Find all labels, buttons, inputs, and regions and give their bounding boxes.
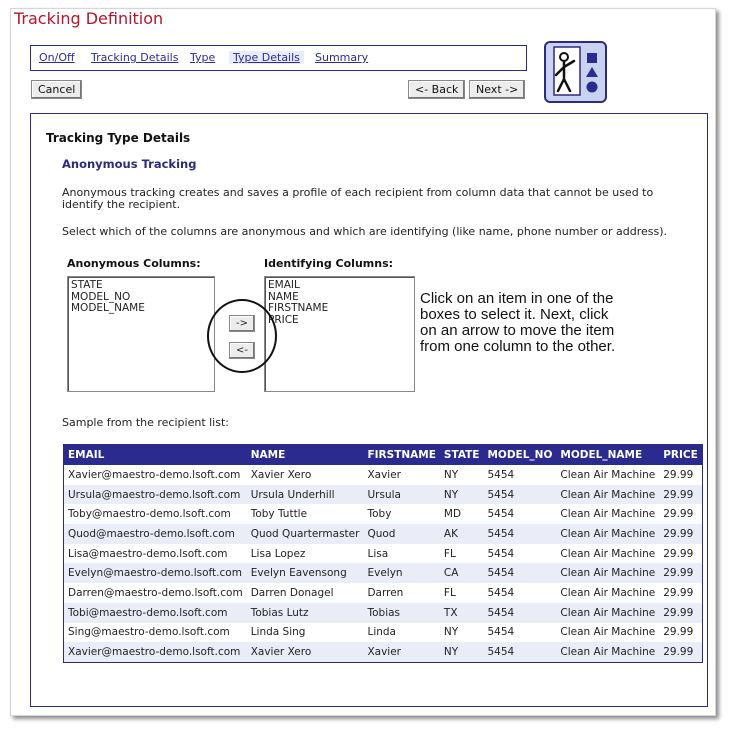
description-text: Anonymous tracking creates and saves a profile of each recipient from column data that cannot be used to identify the recipient. [62, 186, 654, 211]
cell-model-no: 5454 [487, 468, 515, 481]
cell-email: Evelyn@maestro-demo.lsoft.com [64, 563, 247, 583]
cell-model-name: Clean Air Machine [560, 547, 656, 560]
cell-name: Darren Donagel [250, 586, 334, 599]
cell-model-name: Clean Air Machine [556, 603, 659, 623]
move-right-button[interactable]: -> [229, 315, 255, 332]
table-row [64, 524, 703, 544]
anonymous-columns-list[interactable] [67, 276, 215, 392]
cell-name: Linda Sing [250, 626, 306, 639]
cell-price: 29.99 [659, 642, 702, 662]
tab-type[interactable]: Type [190, 51, 216, 64]
cell-model-name: Clean Air Machine [556, 563, 659, 583]
cell-model-no: 5454 [483, 524, 556, 544]
presenter-shapes-icon [544, 41, 607, 103]
cell-model-name: Clean Air Machine [560, 508, 656, 521]
cell-model-name: Clean Air Machine [556, 524, 659, 544]
table-row [64, 583, 703, 603]
cell-state: CA [440, 563, 484, 583]
sample-table-body [64, 465, 703, 662]
cell-firstname: Xavier [363, 642, 439, 662]
table-row [64, 544, 703, 564]
cell-email: Ursula@maestro-demo.lsoft.com [64, 485, 247, 505]
cell-firstname: Toby [367, 508, 392, 521]
highlight-circle [207, 299, 277, 373]
cell-firstname: Lisa [367, 547, 389, 560]
identifying-columns-list[interactable] [264, 276, 415, 392]
cell-state: AK [440, 524, 484, 544]
cell-model-name: Clean Air Machine [560, 586, 656, 599]
cell-name: Xavier Xero [247, 642, 364, 662]
cancel-button[interactable]: Cancel [31, 80, 82, 99]
sample-label: Sample from the recipient list: [62, 416, 229, 429]
cell-email: Quod@maestro-demo.lsoft.com [64, 524, 247, 544]
column-header-price: PRICE [659, 445, 702, 466]
cell-firstname: Darren [367, 586, 404, 599]
cell-name: Evelyn Eavensong [247, 563, 364, 583]
section-subheading: Anonymous Tracking [62, 157, 197, 171]
table-row [64, 504, 703, 524]
list-item[interactable]: PRICE [268, 313, 299, 326]
move-left-button[interactable]: <- [229, 342, 255, 359]
cell-price: 29.99 [659, 563, 702, 583]
list-item[interactable]: NAME [268, 290, 299, 303]
section-heading: Tracking Type Details [46, 131, 191, 145]
list-item[interactable]: STATE [71, 279, 103, 291]
cell-price: 29.99 [663, 547, 694, 560]
cell-price: 29.99 [663, 586, 694, 599]
cell-model-no: 5454 [487, 626, 515, 639]
instruction-text: Select which of the columns are anonymous and which are identifying (like name, phone number or address). [62, 225, 667, 238]
cell-state: TX [440, 603, 484, 623]
cell-model-name: Clean Air Machine [556, 485, 659, 505]
cell-price: 29.99 [659, 603, 702, 623]
cell-price: 29.99 [663, 468, 694, 481]
list-item[interactable]: MODEL_NO [71, 290, 131, 303]
cell-model-no: 5454 [483, 563, 556, 583]
cell-name: Tobias Lutz [247, 603, 364, 623]
tab-tracking-details[interactable]: Tracking Details [91, 51, 179, 64]
cell-state: FL [443, 586, 456, 599]
sample-table [63, 444, 703, 663]
table-row [64, 603, 703, 623]
column-header-model-name: MODEL_NAME [556, 445, 659, 466]
column-header-state: STATE [440, 445, 484, 466]
cell-price: 29.99 [659, 524, 702, 544]
list-item[interactable]: MODEL_NAME [71, 302, 145, 314]
column-header-email: EMAIL [64, 445, 247, 466]
cell-email: Toby@maestro-demo.lsoft.com [68, 508, 231, 521]
cell-price: 29.99 [663, 626, 694, 639]
cell-firstname: Evelyn [363, 563, 439, 583]
list-item[interactable]: EMAIL [268, 279, 300, 291]
cell-model-no: 5454 [487, 508, 515, 521]
tab-on-off[interactable]: On/Off [39, 51, 75, 64]
table-row [64, 563, 703, 583]
cell-name: Ursula Underhill [247, 485, 364, 505]
cell-state: NY [440, 485, 484, 505]
cell-model-no: 5454 [487, 547, 515, 560]
cell-state: MD [443, 508, 462, 521]
cell-state: FL [443, 547, 456, 560]
cell-model-name: Clean Air Machine [560, 626, 656, 639]
list-item[interactable]: FIRSTNAME [268, 302, 329, 314]
callout-note: Click on an item in one of the boxes to select it. Next, click on an arrow to move the item from one column to the other. [420, 290, 616, 355]
cell-name: Lisa Lopez [250, 547, 306, 560]
cell-state: NY [443, 626, 459, 639]
back-button[interactable]: <- Back [408, 80, 465, 99]
cell-name: Toby Tuttle [250, 508, 308, 521]
anonymous-columns-label: Anonymous Columns: [67, 257, 201, 270]
cell-email: Darren@maestro-demo.lsoft.com [68, 586, 243, 599]
cell-firstname: Linda [367, 626, 396, 639]
cell-model-no: 5454 [483, 485, 556, 505]
cell-price: 29.99 [663, 508, 694, 521]
next-button[interactable]: Next -> [469, 80, 525, 99]
cell-model-name: Clean Air Machine [560, 468, 656, 481]
cell-firstname: Tobias [363, 603, 439, 623]
column-header-firstname: FIRSTNAME [363, 445, 439, 466]
cell-firstname: Ursula [363, 485, 439, 505]
cell-name: Xavier Xero [250, 468, 312, 481]
cell-firstname: Xavier [367, 468, 402, 481]
page-title: Tracking Definition [14, 9, 164, 28]
cell-email: Tobi@maestro-demo.lsoft.com [64, 603, 247, 623]
column-header-name: NAME [247, 445, 364, 466]
table-row [64, 485, 703, 505]
table-row [64, 465, 703, 485]
column-header-model-no: MODEL_NO [483, 445, 556, 466]
table-row [64, 642, 703, 662]
cell-model-no: 5454 [483, 642, 556, 662]
table-row [64, 623, 703, 643]
cell-price: 29.99 [659, 485, 702, 505]
table-header-row [64, 445, 703, 466]
cell-email: Lisa@maestro-demo.lsoft.com [68, 547, 228, 560]
cell-email: Xavier@maestro-demo.lsoft.com [68, 468, 241, 481]
cell-state: NY [440, 642, 484, 662]
cell-email: Sing@maestro-demo.lsoft.com [68, 626, 230, 639]
cell-state: NY [443, 468, 459, 481]
identifying-columns-label: Identifying Columns: [264, 257, 394, 270]
cell-model-no: 5454 [483, 603, 556, 623]
tab-type-details[interactable]: Type Details [229, 51, 304, 64]
cell-model-name: Clean Air Machine [556, 642, 659, 662]
cell-model-no: 5454 [487, 586, 515, 599]
tab-summary[interactable]: Summary [315, 51, 369, 64]
cell-firstname: Quod [363, 524, 439, 544]
cell-email: Xavier@maestro-demo.lsoft.com [64, 642, 247, 662]
wizard-nav [30, 45, 527, 71]
cell-name: Quod Quartermaster [247, 524, 364, 544]
